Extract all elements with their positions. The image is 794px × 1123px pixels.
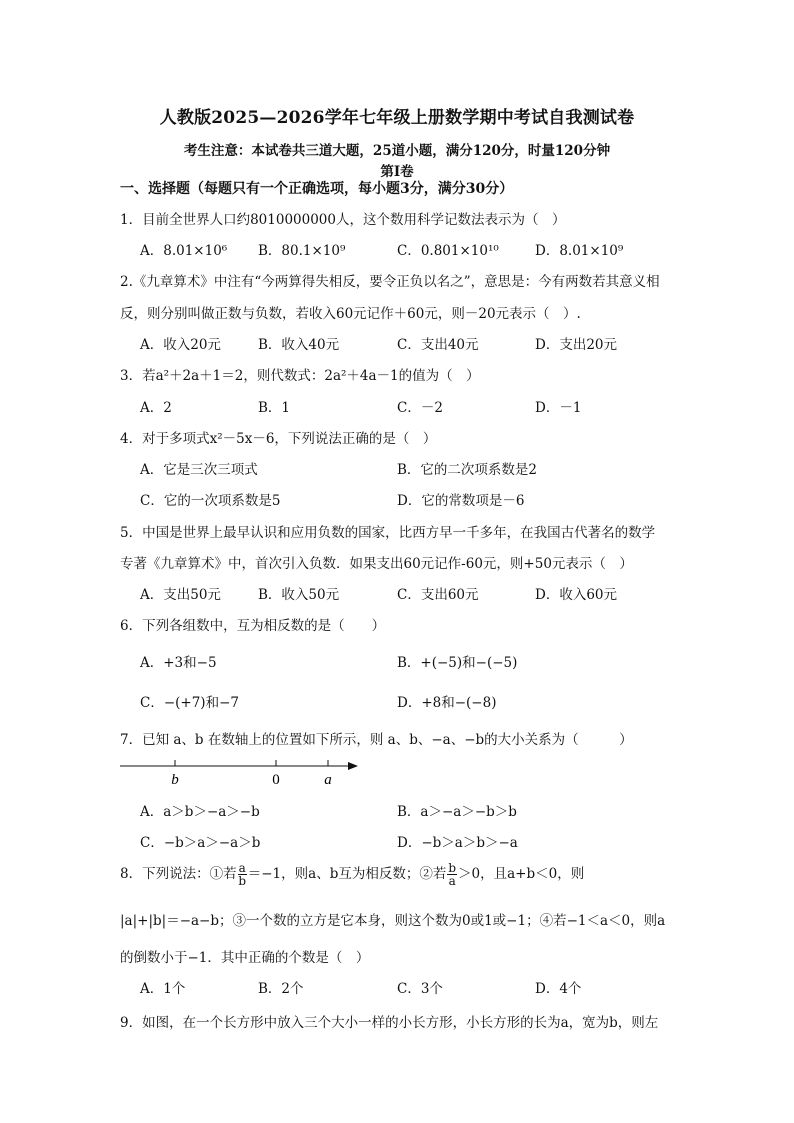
question-4-option-b: B．它的二次项系数是2 — [397, 462, 538, 478]
question-5-option-a: A．支出50元 — [140, 587, 221, 603]
question-1-stem: 1．目前全世界人口约8010000000人，这个数用科学记数法表示为（ ） — [120, 212, 566, 228]
question-2-line-2: 反，则分别叫做正数与负数，若收入60元记作＋60元，则－20元表示（ ）. — [120, 306, 581, 322]
question-8-option-a: A．1个 — [140, 981, 186, 997]
question-1-option-a: A．8.01×10⁶ — [140, 243, 228, 259]
question-6-option-c: C．−(+7)和−7 — [140, 695, 239, 711]
question-3-option-a: A．2 — [140, 400, 172, 416]
number-line-figure — [118, 754, 362, 788]
question-6-stem: 6．下列各组数中，互为相反数的是（ ） — [120, 618, 386, 634]
question-1-option-d: D．8.01×10⁹ — [535, 243, 624, 259]
question-2-line-1: 2.《九章算术》中注有“今两算得失相反，要令正负以名之”，意思是：今有两数若其意义相 — [120, 274, 660, 290]
question-4-option-a: A．它是三次三项式 — [140, 462, 258, 478]
fraction-denominator: a — [448, 874, 456, 888]
question-3-option-d: D．－1 — [535, 400, 582, 416]
question-8-mid-2: ＞0，且a+b＜0，则 — [458, 866, 585, 882]
exam-title: 人教版2025—2026学年七年级上册数学期中考试自我测试卷 — [159, 108, 635, 128]
question-1-option-b: B．80.1×10⁹ — [258, 243, 346, 259]
number-line-arrow — [348, 762, 358, 770]
question-9-stem: 9．如图，在一个长方形中放入三个大小一样的小长方形，小长方形的长为a，宽为b，则左 — [120, 1015, 659, 1031]
question-6-option-d: D．+8和−(−8) — [397, 695, 497, 711]
question-7-option-d: D．−b＞a＞b＞−a — [397, 835, 518, 851]
question-1-option-c: C．0.801×10¹⁰ — [397, 243, 499, 259]
question-4-option-d: D．它的常数项是－6 — [397, 493, 525, 509]
axis-label-b: b — [171, 772, 179, 788]
question-6-option-b: B．+(−5)和−(−5) — [397, 655, 518, 671]
question-2-option-a: A．收入20元 — [140, 337, 221, 353]
question-3-option-b: B．1 — [258, 400, 291, 416]
question-5-line-1: 5．中国是世界上最早认识和应用负数的国家，比西方早一千多年，在我国古代著名的数学 — [120, 525, 656, 541]
fraction-b-over-a — [447, 862, 457, 887]
question-4-stem: 4．对于多项式x²－5x－6，下列说法正确的是（ ） — [120, 431, 437, 447]
volume-label: 第Ⅰ卷 — [380, 164, 414, 180]
axis-label-zero: 0 — [272, 772, 280, 788]
question-8-option-d: D．4个 — [535, 981, 582, 997]
question-7-option-b: B．a＞−a＞−b＞b — [397, 804, 517, 820]
question-3-stem: 3．若a²＋2a＋1＝2，则代数式：2a²＋4a－1的值为（ ） — [120, 368, 480, 384]
question-2-option-c: C．支出40元 — [397, 337, 479, 353]
fraction-numerator: a — [238, 861, 246, 875]
question-6-option-a: A．+3和−5 — [140, 655, 217, 671]
question-8-prefix: 8．下列说法：①若 — [120, 866, 237, 882]
fraction-a-over-b — [238, 862, 247, 887]
fraction-denominator: b — [238, 874, 247, 888]
question-4-option-c: C．它的一次项系数是5 — [140, 493, 281, 509]
question-3-option-c: C．－2 — [397, 400, 443, 416]
question-7-option-c: C．−b＞a＞−a＞b — [140, 835, 261, 851]
fraction-numerator: b — [448, 861, 457, 875]
question-2-option-d: D．支出20元 — [535, 337, 618, 353]
exam-notice: 考生注意：本试卷共三道大题，25道小题，满分120分，时量120分钟 — [183, 143, 611, 159]
question-8-line-1 — [120, 862, 680, 887]
axis-label-a: a — [324, 772, 332, 788]
question-8-mid-1: ＝−1，则a、b互为相反数；②若 — [247, 866, 447, 882]
question-7-stem: 7．已知 a、b 在数轴上的位置如下所示，则 a、b、−a、−b的大小关系为（ ） — [120, 732, 633, 748]
question-8-option-b: B．2个 — [258, 981, 304, 997]
question-5-option-d: D．收入60元 — [535, 587, 618, 603]
question-2-option-b: B．收入40元 — [258, 337, 340, 353]
question-5-option-c: C．支出60元 — [397, 587, 479, 603]
section-heading: 一、选择题（每题只有一个正确选项，每小题3分，满分30分） — [120, 181, 514, 197]
question-5-line-2: 专著《九章算术》中，首次引入负数．如果支出60元记作-60元，则+50元表示（ ） — [120, 556, 633, 572]
question-8-line-2: |a|+|b|＝−a−b；③一个数的立方是它本身，则这个数为0或1或−1；④若−1＜a＜0，则a — [120, 913, 666, 929]
question-8-option-c: C．3个 — [397, 981, 443, 997]
question-8-line-3: 的倒数小于−1．其中正确的个数是（ ） — [120, 950, 370, 966]
question-7-option-a: A．a＞b＞−a＞−b — [140, 804, 260, 820]
question-5-option-b: B．收入50元 — [258, 587, 340, 603]
